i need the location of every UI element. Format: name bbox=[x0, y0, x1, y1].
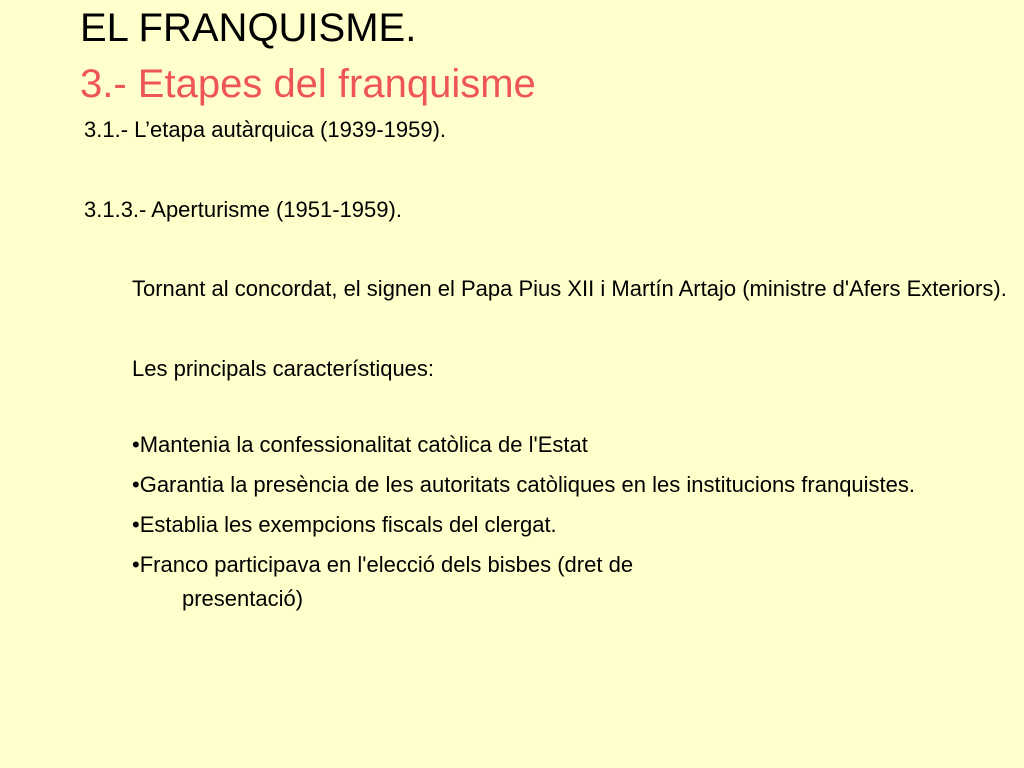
list-item: •Garantia la presència de les autoritats catòliques en les institucions franquistes. bbox=[132, 472, 916, 497]
list-item-continuation: presentació) bbox=[182, 586, 304, 611]
list-item: •Mantenia la confessionalitat catòlica de l'Estat bbox=[132, 432, 588, 457]
list-item-text: •Franco participava en l'elecció dels bisbes (dret de bbox=[132, 552, 634, 577]
slide-title: EL FRANQUISME. bbox=[80, 6, 417, 50]
features-heading: Les principals característiques: bbox=[132, 356, 435, 381]
features-list bbox=[132, 428, 1012, 622]
section-heading-stage: 3.1.- L’etapa autàrquica (1939-1959). bbox=[84, 117, 447, 142]
list-item-franco bbox=[132, 548, 1012, 616]
concordat-paragraph: Tornant al concordat, el signen el Papa Pius XII i Martín Artajo (ministre d'Afers Exteriors). bbox=[132, 276, 1007, 301]
slide-subtitle: 3.- Etapes del franquisme bbox=[80, 62, 536, 106]
section-heading-substage: 3.1.3.- Aperturisme (1951-1959). bbox=[84, 197, 402, 222]
list-item: •Establia les exempcions fiscals del clergat. bbox=[132, 512, 557, 537]
